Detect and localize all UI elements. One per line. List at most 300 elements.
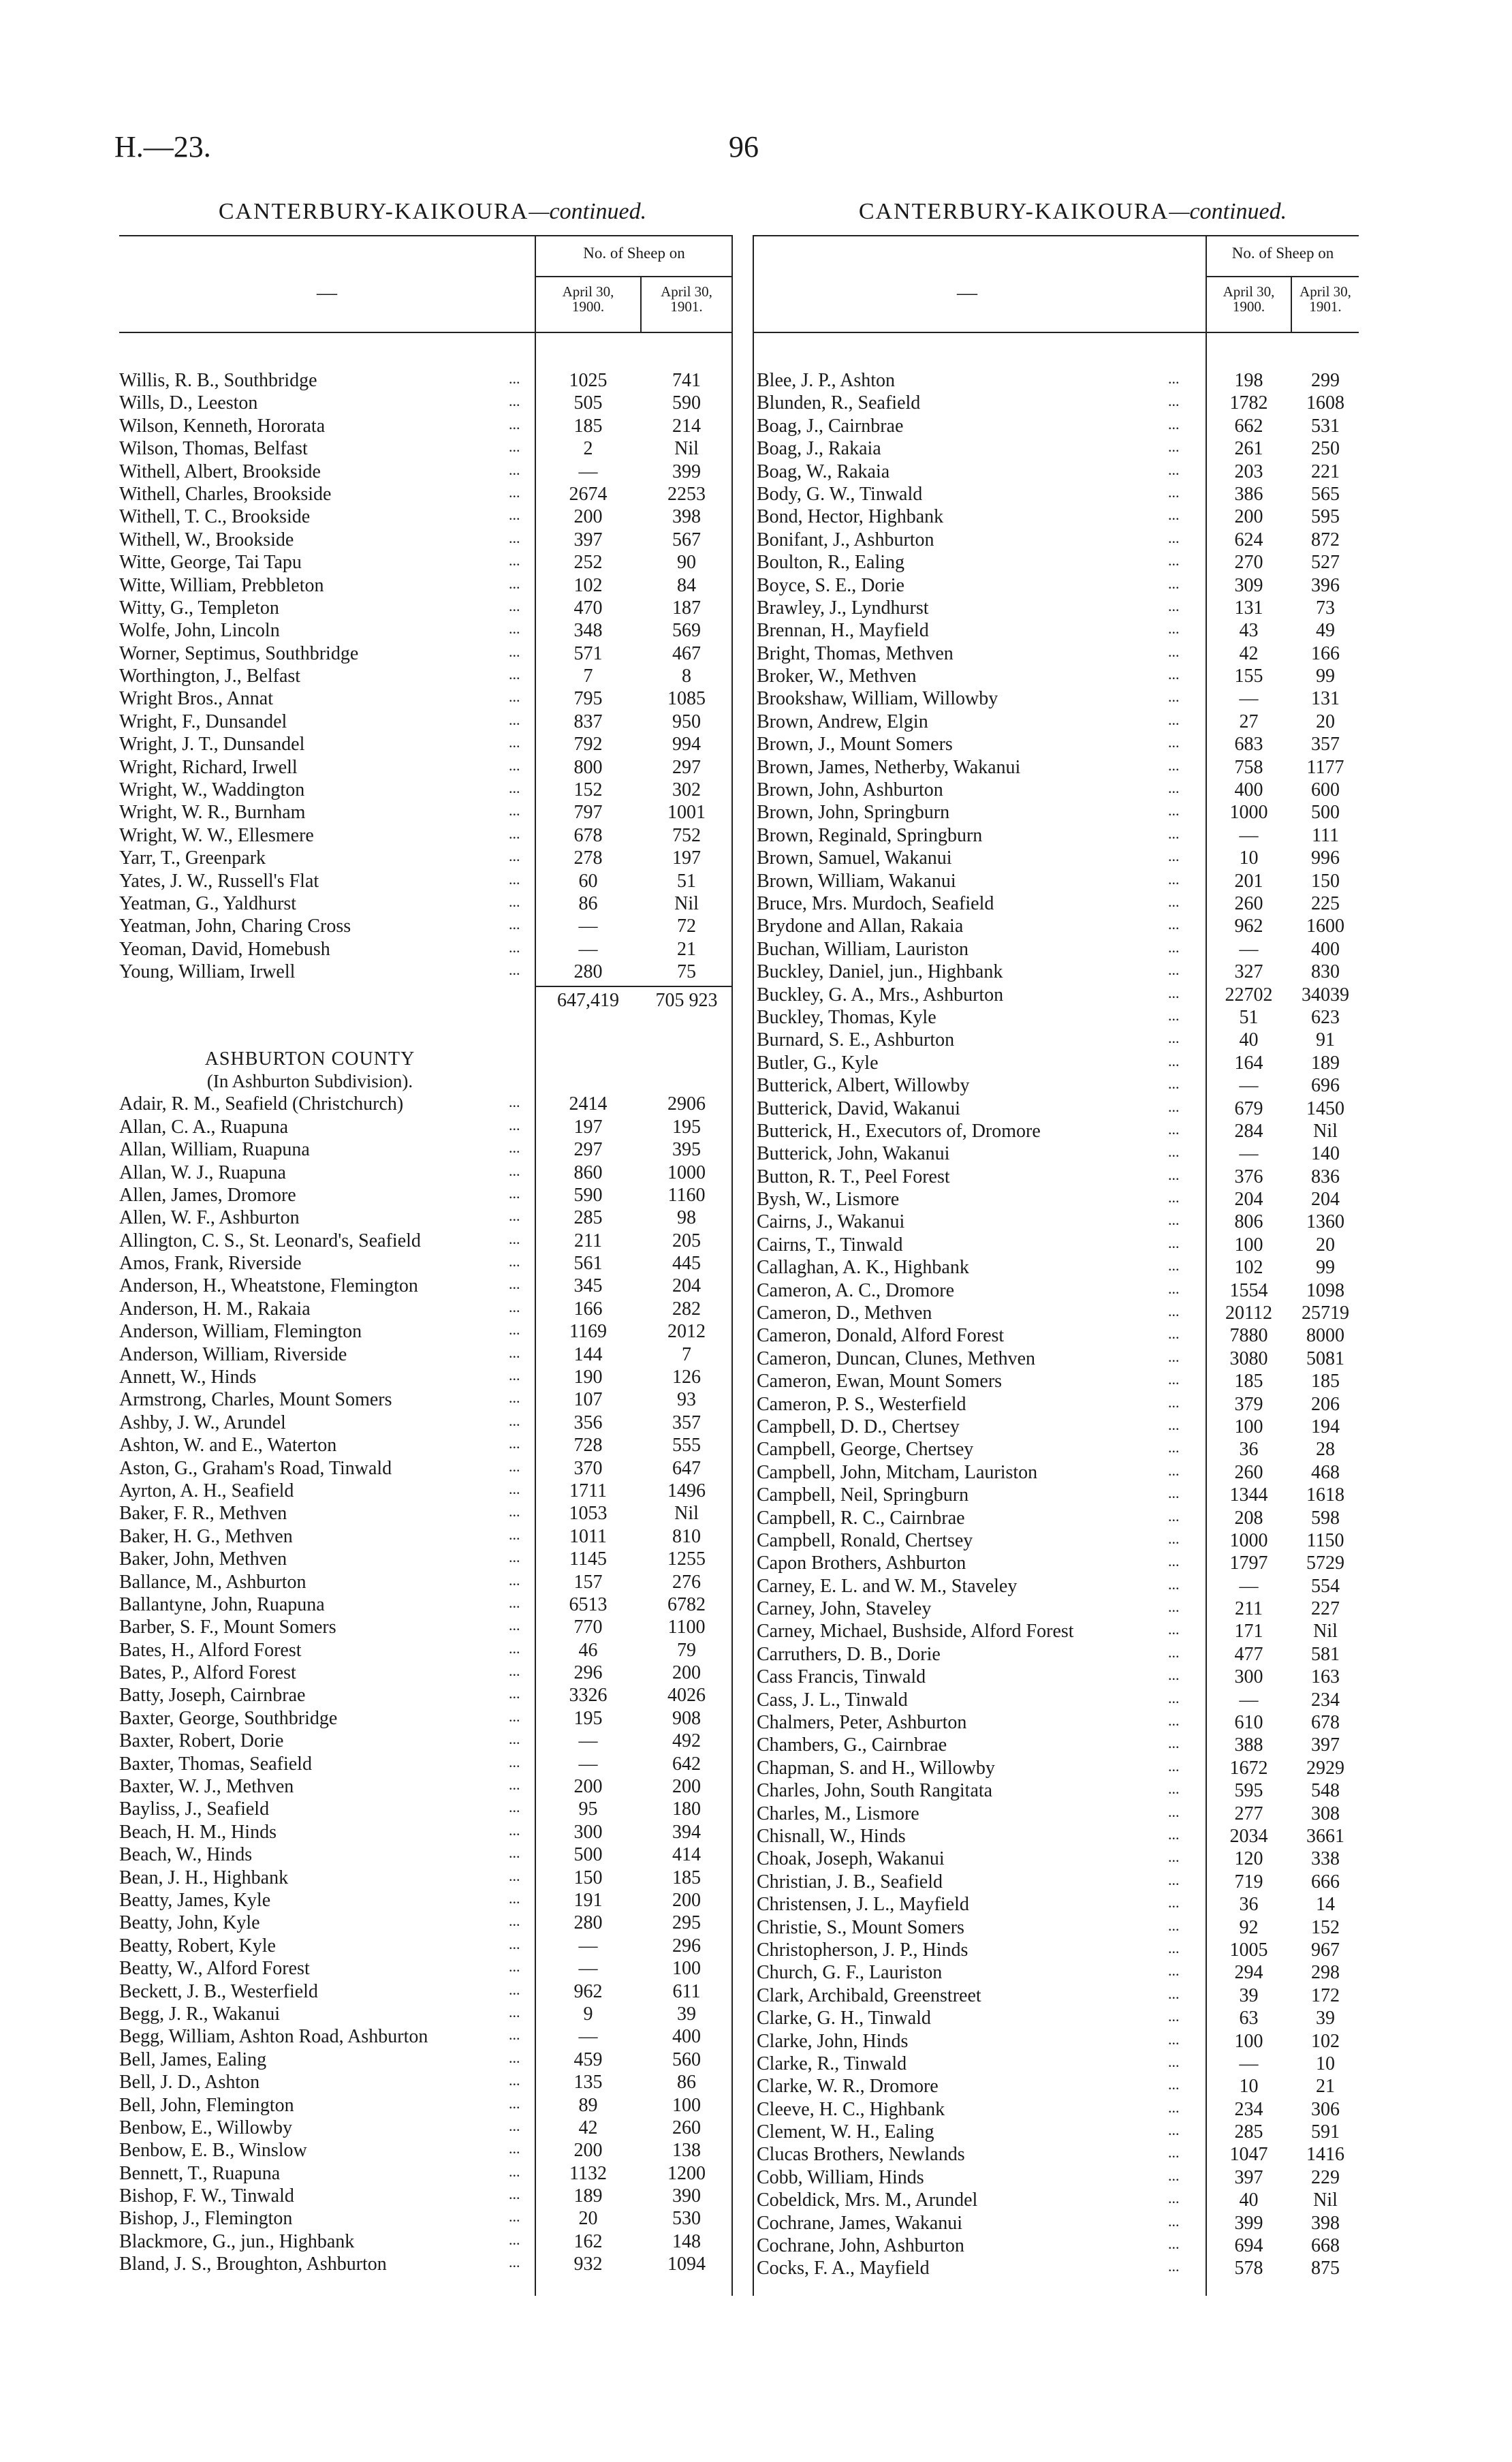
table-row — [753, 1917, 1359, 1939]
owner-name: Body, G. W., Tinwald — [757, 483, 923, 505]
sheep-1900: 624 — [1234, 529, 1263, 550]
sheep-1901: 590 — [672, 392, 701, 414]
table-row — [119, 2185, 732, 2208]
owner-name: Boag, W., Rakaia — [757, 461, 890, 482]
leader-dots: ... — [1168, 1439, 1180, 1456]
owner-name: Campbell, Ronald, Chertsey — [757, 1529, 973, 1551]
leader-dots: ... — [509, 1480, 520, 1497]
leader-dots: ... — [509, 666, 520, 683]
sheep-1900: 300 — [1234, 1666, 1263, 1688]
sheep-1901: 138 — [672, 2140, 701, 2162]
table-row — [753, 416, 1359, 438]
sheep-1900: 285 — [1234, 2121, 1263, 2143]
owner-name: Baxter, Robert, Dorie — [119, 1730, 284, 1752]
owner-name: Cameron, Donald, Alford Forest — [757, 1325, 1005, 1347]
owner-name: Beatty, Robert, Kyle — [119, 1935, 276, 1957]
leader-dots: ... — [1168, 870, 1180, 888]
owner-name: Christie, S., Mount Somers — [757, 1916, 964, 1938]
sheep-1900: — — [578, 2026, 598, 2048]
sheep-1901: 99 — [1316, 666, 1335, 687]
leader-dots: ... — [509, 1958, 520, 1976]
leader-dots: ... — [509, 1184, 520, 1202]
right-sheep-table — [753, 235, 1359, 2296]
owner-name: Beach, H. M., Hinds — [119, 1821, 277, 1843]
sheep-1900: 195 — [573, 1707, 603, 1729]
owner-name: Buckley, Daniel, jun., Highbank — [757, 961, 1003, 983]
owner-name: Butterick, David, Wakanui — [757, 1097, 960, 1119]
owner-name: Blackmore, G., jun., Highbank — [119, 2230, 355, 2252]
owner-name: Chisnall, W., Hinds — [757, 1826, 906, 1847]
owner-name: Brown, John, Ashburton — [757, 779, 943, 801]
sheep-1900: 297 — [573, 1139, 603, 1161]
owner-name: Young, William, Irwell — [119, 961, 296, 983]
table-row — [119, 643, 732, 666]
table-row — [119, 779, 732, 802]
leader-dots: ... — [509, 1116, 520, 1134]
sheep-1901: 357 — [672, 1412, 701, 1433]
owner-name: Anderson, William, Flemington — [119, 1321, 362, 1343]
table-row — [119, 1526, 732, 1548]
owner-name: Yeoman, David, Homebush — [119, 938, 330, 960]
table-row — [753, 1394, 1359, 1416]
sheep-1901: 611 — [672, 1980, 701, 2002]
sheep-1900: 459 — [573, 2048, 603, 2070]
sheep-1901: 73 — [1316, 597, 1335, 619]
owner-name: Carney, John, Staveley — [757, 1598, 932, 1620]
sheep-1901: 555 — [672, 1435, 701, 1456]
sheep-1901: 872 — [1311, 529, 1340, 550]
sheep-1900: — — [1239, 1575, 1259, 1597]
sheep-1901: 84 — [677, 574, 696, 596]
table-row — [119, 1298, 732, 1321]
owner-name: Brydone and Allan, Rakaia — [757, 916, 964, 937]
sheep-1901: 530 — [672, 2208, 701, 2230]
owner-name: Bysh, W., Lismore — [757, 1189, 900, 1211]
table-row — [753, 1803, 1359, 1826]
sheep-1900: 9 — [583, 2003, 593, 2025]
owner-name: Butterick, Albert, Willowby — [757, 1075, 970, 1097]
owner-name: Bates, H., Alford Forest — [119, 1639, 302, 1661]
leader-dots: ... — [509, 438, 520, 456]
sheep-1900: 356 — [573, 1412, 603, 1433]
leader-dots: ... — [509, 597, 520, 614]
owner-name: Blunden, R., Seafield — [757, 392, 921, 414]
sheep-1900: 386 — [1234, 483, 1263, 505]
table-row — [119, 961, 732, 984]
table-row — [753, 2235, 1359, 2258]
sheep-1901: 200 — [672, 1890, 701, 1911]
owner-name: Benbow, E., Willowby — [119, 2117, 292, 2138]
owner-name: Cameron, Ewan, Mount Somers — [757, 1371, 1003, 1392]
leader-dots: ... — [509, 802, 520, 820]
table-row — [119, 2117, 732, 2140]
owner-name: Anderson, William, Riverside — [119, 1343, 347, 1365]
leader-dots: ... — [1168, 642, 1180, 660]
table-row — [753, 847, 1359, 870]
sheep-1900: 1145 — [569, 1548, 607, 1570]
sheep-1901: 994 — [672, 734, 701, 755]
owner-name: Buchan, William, Lauriston — [757, 938, 968, 960]
owner-name: Bennett, T., Ruapuna — [119, 2162, 281, 2184]
leader-dots: ... — [1168, 2030, 1180, 2048]
leader-dots: ... — [1168, 1234, 1180, 1251]
owner-name: Beatty, John, Kyle — [119, 1912, 260, 1934]
sheep-1901: 20 — [1316, 711, 1335, 732]
table-row — [119, 1798, 732, 1821]
sheep-1901: 565 — [1311, 483, 1340, 505]
leader-dots: ... — [509, 1639, 520, 1657]
sheep-1900: 505 — [573, 392, 603, 414]
sheep-1901: 527 — [1311, 552, 1340, 574]
sheep-1901: 560 — [672, 2048, 701, 2070]
sheep-1901: 166 — [1311, 642, 1340, 664]
sheep-1900: 171 — [1234, 1621, 1263, 1642]
leader-dots: ... — [509, 1798, 520, 1816]
owner-name: Clarke, G. H., Tinwald — [757, 2008, 931, 2029]
sheep-1900: 252 — [573, 552, 603, 574]
sheep-1900: 120 — [1234, 1848, 1263, 1870]
table-row — [119, 939, 732, 961]
sheep-1900: 1554 — [1229, 1279, 1268, 1301]
owner-name: Chambers, G., Cairnbrae — [757, 1734, 947, 1756]
owner-name: Brookshaw, William, Willowby — [757, 688, 998, 710]
sheep-1900: 3080 — [1229, 1347, 1268, 1369]
sheep-1900: 296 — [573, 1662, 603, 1684]
table-row — [753, 643, 1359, 666]
page-number: 96 — [729, 130, 759, 163]
owner-name: Christian, J. B., Seafield — [757, 1871, 943, 1892]
table-row — [119, 1958, 732, 1980]
owner-name: Wright, Richard, Irwell — [119, 756, 298, 778]
sheep-1901: 598 — [1311, 1507, 1340, 1529]
sheep-1901: 227 — [1311, 1598, 1340, 1620]
leader-dots: ... — [1168, 802, 1180, 820]
sheep-1900: 1132 — [569, 2162, 607, 2184]
owner-name: Yeatman, John, Charing Cross — [119, 916, 351, 937]
table-row — [119, 1912, 732, 1935]
sheep-1901: 468 — [1311, 1461, 1340, 1483]
owner-name: Clucas Brothers, Newlands — [757, 2144, 965, 2166]
sheep-1900: 89 — [578, 2094, 598, 2116]
sheep-1901: 306 — [1311, 2098, 1340, 2120]
sheep-1900: 571 — [573, 642, 603, 664]
leader-dots: ... — [509, 1867, 520, 1884]
owner-name: Brown, J., Mount Somers — [757, 734, 953, 755]
sheep-1900: 2034 — [1229, 1826, 1268, 1847]
sheep-1901: Nil — [674, 438, 699, 460]
table-row — [119, 1890, 732, 1912]
sheep-1901: 399 — [672, 461, 701, 482]
leader-dots: ... — [509, 642, 520, 660]
table-row — [753, 1211, 1359, 1234]
sheep-1900: 92 — [1239, 1916, 1259, 1938]
table-row — [753, 2167, 1359, 2190]
table-row — [119, 1640, 732, 1662]
table-row — [119, 1935, 732, 1958]
sheep-1901: 810 — [672, 1525, 701, 1547]
table-row — [753, 1325, 1359, 1347]
owner-name: Allington, C. S., St. Leonard's, Seafield — [119, 1230, 421, 1251]
sheep-1900: 198 — [1234, 370, 1263, 391]
table-row — [119, 1412, 732, 1435]
sheep-1900: — — [1239, 688, 1259, 710]
leader-dots: ... — [1168, 734, 1180, 751]
sheep-1901: 99 — [1316, 1257, 1335, 1279]
leader-dots: ... — [509, 1685, 520, 1702]
sheep-1901: 8000 — [1306, 1325, 1344, 1347]
owner-name: Campbell, John, Mitcham, Lauriston — [757, 1461, 1038, 1483]
leader-dots: ... — [1168, 1894, 1180, 1912]
owner-name: Brown, William, Wakanui — [757, 870, 956, 892]
sheep-1901: 1416 — [1306, 2144, 1344, 2166]
leader-dots: ... — [509, 1367, 520, 1384]
table-row — [119, 1617, 732, 1639]
leader-dots: ... — [1168, 1529, 1180, 1547]
sheep-1900: 7 — [583, 666, 593, 687]
table-row — [753, 2099, 1359, 2121]
leader-dots: ... — [1168, 1962, 1180, 1980]
sheep-1901: 86 — [677, 2072, 696, 2093]
sheep-1901: 79 — [677, 1639, 696, 1661]
table-row — [119, 1389, 732, 1412]
sheep-1900: 837 — [573, 711, 603, 732]
owner-name: Charles, John, South Rangitata — [757, 1780, 993, 1802]
sheep-1900: 470 — [573, 597, 603, 619]
table-row — [753, 1143, 1359, 1166]
sheep-1900: 189 — [573, 2185, 603, 2207]
sheep-1901: 875 — [1311, 2258, 1340, 2279]
table-row — [753, 392, 1359, 415]
sheep-1901: 75 — [677, 961, 696, 983]
sheep-1900: 2674 — [569, 483, 608, 505]
sheep-1900: 100 — [1234, 2030, 1263, 2052]
table-row — [753, 688, 1359, 711]
leader-dots: ... — [509, 552, 520, 570]
sheep-1901: 554 — [1311, 1575, 1340, 1597]
sheep-1901: 400 — [672, 2026, 701, 2048]
sheep-1900: — — [578, 938, 598, 960]
sheep-1901: 581 — [1311, 1643, 1340, 1665]
sheep-1901: 21 — [1316, 2076, 1335, 2098]
sheep-1900: 280 — [573, 961, 603, 983]
leader-dots: ... — [509, 938, 520, 956]
sheep-1901: 250 — [1311, 438, 1340, 460]
table-row — [753, 1029, 1359, 1052]
sheep-1901: 445 — [672, 1253, 701, 1275]
sheep-1900: 260 — [1234, 1461, 1263, 1483]
table-row — [119, 1117, 732, 1139]
owner-name: Allen, W. F., Ashburton — [119, 1207, 300, 1229]
sheep-1901: 1608 — [1306, 392, 1344, 414]
sheep-1900: — — [578, 1935, 598, 1957]
sheep-1901: 180 — [672, 1798, 701, 1820]
sheep-1900: 185 — [573, 415, 603, 437]
leader-dots: ... — [1168, 1120, 1180, 1138]
owner-name: Batty, Joseph, Cairnbrae — [119, 1685, 306, 1707]
sheep-1900: 155 — [1234, 666, 1263, 687]
sheep-1900: 95 — [578, 1798, 598, 1820]
sheep-1900: 200 — [573, 506, 603, 528]
sheep-1901: 414 — [672, 1844, 701, 1866]
sheep-1901: Nil — [1313, 2190, 1338, 2211]
leader-dots: ... — [509, 2094, 520, 2112]
leader-dots: ... — [509, 506, 520, 524]
sheep-1901: 1177 — [1306, 756, 1344, 778]
owner-name: Cairns, T., Tinwald — [757, 1234, 903, 1256]
table-row — [753, 506, 1359, 529]
sheep-1900: 1797 — [1229, 1553, 1268, 1574]
leader-dots: ... — [509, 1412, 520, 1429]
table-row — [119, 620, 732, 642]
sheep-1900: 39 — [1239, 1984, 1259, 2006]
owner-name: Bell, James, Ealing — [119, 2048, 267, 2070]
leader-dots: ... — [1168, 1052, 1180, 1070]
sheep-1901: 569 — [672, 620, 701, 642]
leader-dots: ... — [509, 1321, 520, 1339]
sheep-1900: 150 — [573, 1867, 603, 1888]
leader-dots: ... — [1168, 1461, 1180, 1479]
sheep-1900: 10 — [1239, 847, 1259, 869]
sheep-1901: 14 — [1316, 1894, 1335, 1916]
sheep-1900: — — [1239, 1143, 1259, 1165]
leader-dots: ... — [1168, 984, 1180, 1001]
sheep-1901: 189 — [1311, 1052, 1340, 1074]
leader-dots: ... — [509, 2072, 520, 2089]
sheep-1900: 185 — [1234, 1371, 1263, 1392]
right-title-main: CANTERBURY-KAIKOURA — [858, 199, 1169, 224]
owner-name: Broker, W., Methven — [757, 666, 917, 687]
sheep-1900: — — [578, 916, 598, 937]
leader-dots: ... — [509, 2140, 520, 2157]
table-row — [119, 1844, 732, 1867]
table-row — [119, 484, 732, 506]
leader-dots: ... — [509, 620, 520, 638]
left-column-title — [150, 199, 715, 225]
owner-name: Cairns, J., Wakanui — [757, 1211, 905, 1233]
leader-dots: ... — [1168, 961, 1180, 979]
owner-name: Wright, J. T., Dunsandel — [119, 734, 305, 755]
leader-dots: ... — [509, 483, 520, 501]
owner-name: Baker, F. R., Methven — [119, 1503, 287, 1525]
table-row — [753, 1075, 1359, 1097]
sheep-1900: 40 — [1239, 1029, 1259, 1051]
sheep-1900: 1169 — [569, 1321, 607, 1343]
sheep-1900: 203 — [1234, 461, 1263, 482]
table-row — [753, 2031, 1359, 2053]
sheep-1900: 683 — [1234, 734, 1263, 755]
leader-dots: ... — [509, 1980, 520, 1998]
table-row — [753, 1439, 1359, 1461]
owner-name: Carney, E. L. and W. M., Staveley — [757, 1575, 1018, 1597]
sheep-1900: 719 — [1234, 1871, 1263, 1892]
sheep-1901: 830 — [1311, 961, 1340, 983]
owner-name: Worner, Septimus, Southbridge — [119, 642, 359, 664]
sheep-1901: 140 — [1311, 1143, 1340, 1165]
sheep-1901: 150 — [1311, 870, 1340, 892]
sheep-1901: Nil — [674, 892, 699, 914]
sheep-1901: 666 — [1311, 1871, 1340, 1892]
leader-dots: ... — [1168, 2235, 1180, 2253]
leader-dots: ... — [1168, 892, 1180, 910]
leader-dots: ... — [509, 1253, 520, 1271]
table-row — [119, 1139, 732, 1162]
sheep-1901: 90 — [677, 552, 696, 574]
sheep-1901: 39 — [1316, 2008, 1335, 2029]
sheep-1900: 800 — [573, 756, 603, 778]
leader-dots: ... — [1168, 529, 1180, 546]
sheep-1901: 234 — [1311, 1689, 1340, 1711]
sheep-1901: 1496 — [667, 1480, 706, 1501]
table-row — [753, 1121, 1359, 1143]
leader-dots: ... — [1168, 847, 1180, 865]
table-row — [119, 529, 732, 552]
sheep-1900: 51 — [1239, 1006, 1259, 1028]
table-row — [753, 1553, 1359, 1575]
owner-name: Buckley, G. A., Mrs., Ashburton — [757, 984, 1004, 1006]
sheep-1900: 211 — [574, 1230, 602, 1251]
table-row — [119, 1730, 732, 1753]
table-row — [753, 2076, 1359, 2098]
leader-dots: ... — [509, 1753, 520, 1771]
table-row — [119, 1185, 732, 1207]
sheep-1901: 394 — [672, 1821, 701, 1843]
sheep-1900: 285 — [573, 1207, 603, 1229]
sheep-1901: 298 — [1311, 1962, 1340, 1984]
sheep-1900: 144 — [573, 1343, 603, 1365]
owner-name: Bell, John, Flemington — [119, 2094, 294, 2116]
owner-name: Chapman, S. and H., Willowby — [757, 1757, 995, 1779]
leader-dots: ... — [509, 1207, 520, 1225]
owner-name: Choak, Joseph, Wakanui — [757, 1848, 945, 1870]
left-date-1900: April 30, 1900. — [562, 283, 614, 315]
table-row — [119, 871, 732, 893]
sheep-1901: 2929 — [1306, 1757, 1344, 1779]
sheep-1900: 309 — [1234, 574, 1263, 596]
owner-name: Church, G. F., Lauriston — [757, 1962, 943, 1984]
owner-name: Brown, Andrew, Elgin — [757, 711, 928, 732]
owner-name: Begg, William, Ashton Road, Ashburton — [119, 2026, 428, 2048]
sheep-1900: 7880 — [1229, 1325, 1268, 1347]
sheep-1901: Nil — [674, 1503, 699, 1525]
owner-name: Allen, James, Dromore — [119, 1184, 296, 1206]
owner-name: Butterick, H., Executors of, Dromore — [757, 1120, 1041, 1142]
owner-name: Boyce, S. E., Dorie — [757, 574, 904, 596]
sheep-1901: 205 — [672, 1230, 701, 1251]
leader-dots: ... — [509, 1435, 520, 1452]
left-sheep-table — [119, 235, 732, 2296]
leader-dots: ... — [1168, 506, 1180, 524]
table-row — [119, 597, 732, 620]
sheep-1900: 595 — [1234, 1780, 1263, 1802]
owner-name: Baxter, George, Southbridge — [119, 1707, 338, 1729]
section-subheading: (In Ashburton Subdivision). — [206, 1070, 413, 1091]
owner-name: Butterick, John, Wakanui — [757, 1143, 950, 1165]
leader-dots: ... — [509, 1821, 520, 1839]
owner-name: Cameron, Duncan, Clunes, Methven — [757, 1347, 1036, 1369]
sheep-1901: 1618 — [1306, 1484, 1344, 1506]
owner-name: Brennan, H., Mayfield — [757, 620, 929, 642]
table-row — [753, 1712, 1359, 1734]
leader-dots: ... — [509, 1230, 520, 1247]
sheep-1901: 6782 — [667, 1593, 706, 1615]
leader-dots: ... — [1168, 1484, 1180, 1502]
leader-dots: ... — [509, 824, 520, 842]
sheep-1900: 107 — [573, 1389, 603, 1411]
table-row — [753, 2008, 1359, 2030]
section-heading: ASHBURTON COUNTY — [204, 1048, 415, 1070]
owner-name: Bonifant, J., Ashburton — [757, 529, 934, 550]
sheep-1900: — — [578, 1958, 598, 1980]
